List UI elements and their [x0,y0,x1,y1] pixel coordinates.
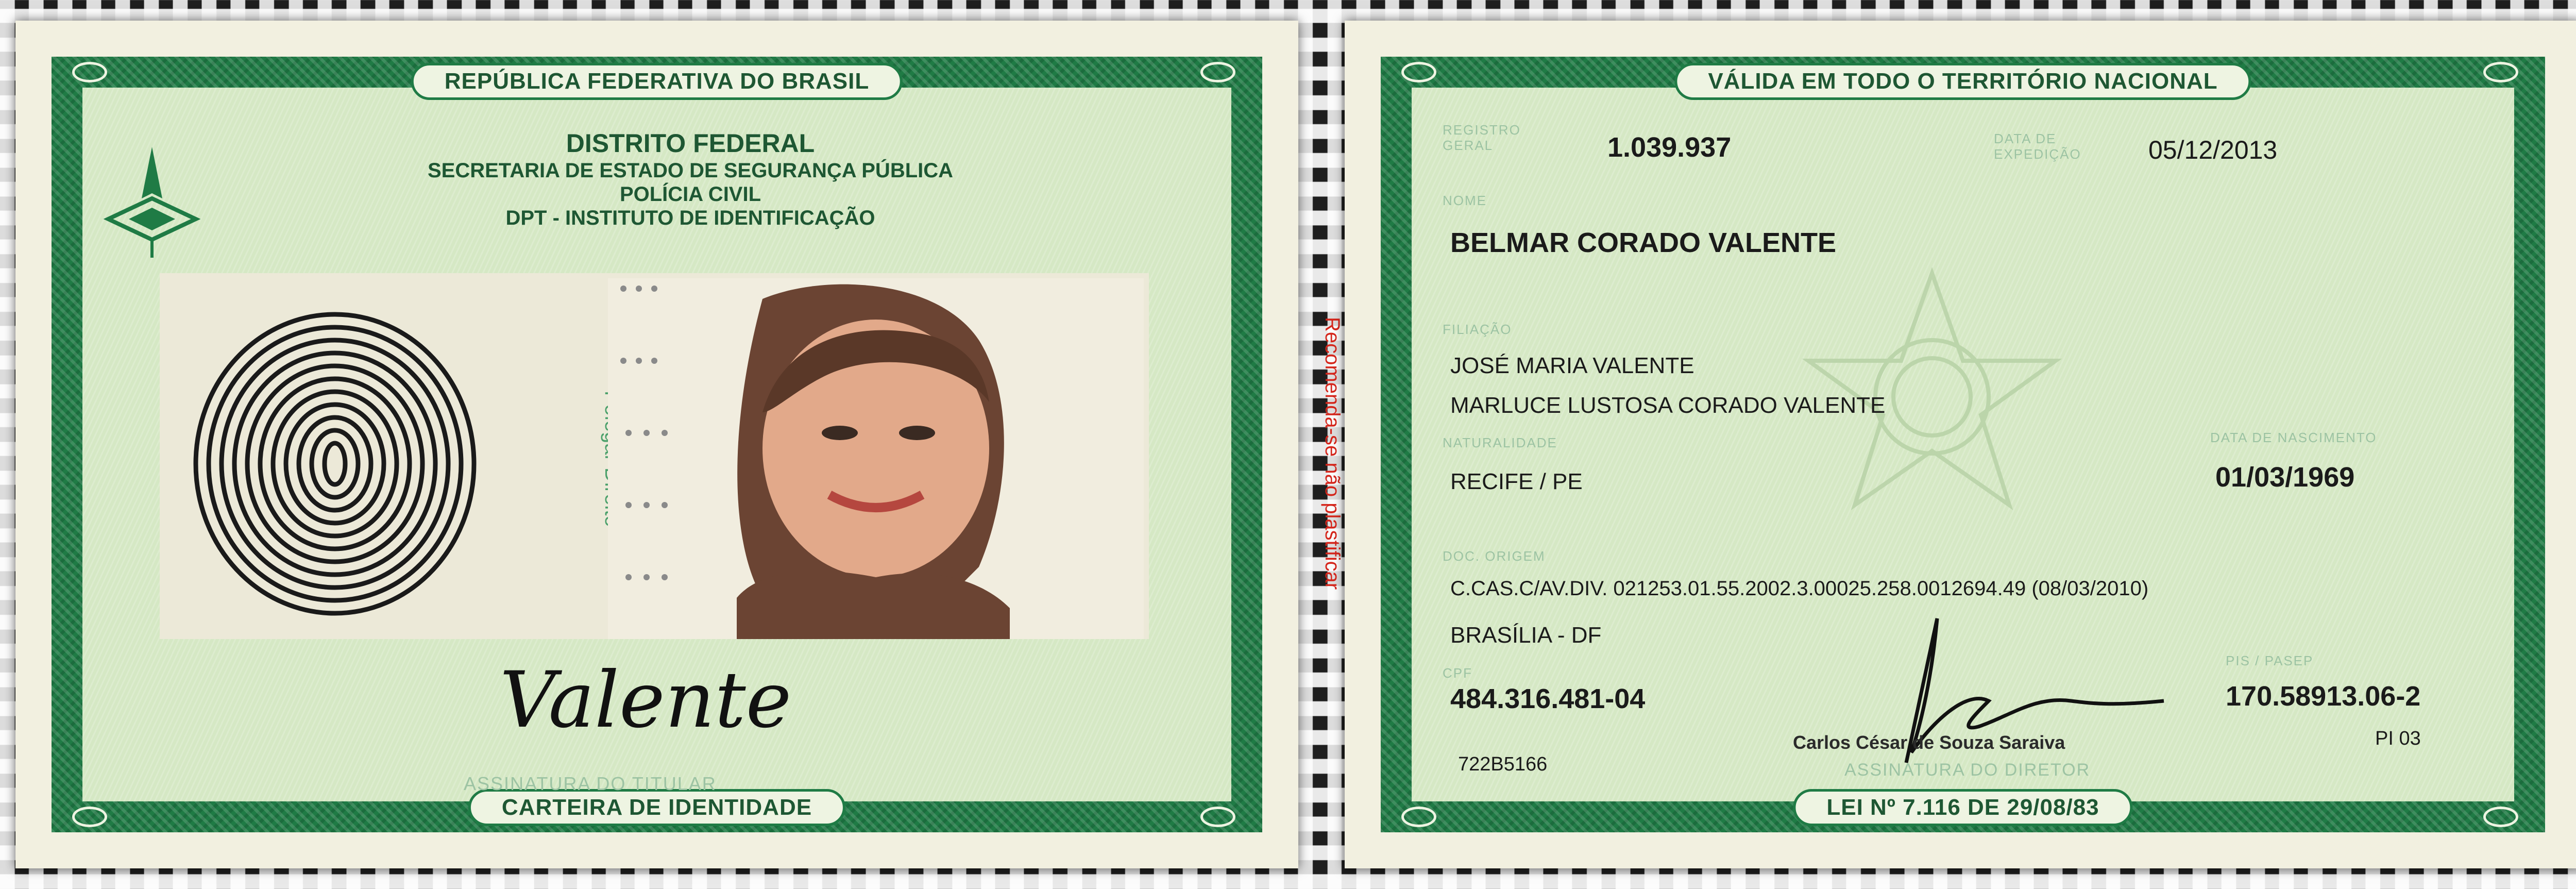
expedicao-value: 05/12/2013 [2148,136,2278,164]
front-bottom-banner: CARTEIRA DE IDENTIDADE [468,789,845,826]
cpf-value: 484.316.481-04 [1450,683,1646,714]
naturalidade-value: RECIFE / PE [1450,469,1583,494]
cpf-label: CPF [1443,665,1472,681]
back-bottom-banner: LEI Nº 7.116 DE 29/08/83 [1793,789,2132,826]
nascimento-value: 01/03/1969 [2215,462,2355,493]
pi-code: PI 03 [2375,728,2421,749]
nascimento-label: DATA DE NASCIMENTO [2210,430,2377,445]
frame-oval [2483,807,2518,827]
director-name: Carlos César de Souza Saraiva [1793,732,2065,753]
expedicao-label: DATA DE EXPEDIÇÃO [1994,131,2081,162]
frame-oval [72,807,107,827]
holder-signature-caption: ASSINATURA DO TITULAR [464,773,717,794]
frame-oval [1200,62,1235,82]
registro-label: REGISTRO GERAL [1443,122,1521,153]
issuer-line-1: DISTRITO FEDERAL [566,129,815,158]
back-top-banner: VÁLIDA EM TODO O TERRITÓRIO NACIONAL [1674,63,2251,100]
lamination-warning: Recomenda-se não plastificar [1321,317,1344,590]
doc-origem-city: BRASÍLIA - DF [1450,623,1602,648]
issuer-line-3: POLÍCIA CIVIL [619,182,761,206]
holder-signature [495,639,814,758]
frame-oval [2483,62,2518,82]
fingerprint-image [175,299,495,624]
nome-value: BELMAR CORADO VALENTE [1450,227,1836,258]
pis-value: 170.58913.06-2 [2226,681,2421,712]
frame-oval [72,62,107,82]
naturalidade-label: NATURALIDADE [1443,435,1557,450]
issuer-line-2: SECRETARIA DE ESTADO DE SEGURANÇA PÚBLICA [427,159,954,182]
issuer-header [330,129,1051,230]
doc-origem-value: C.CAS.C/AV.DIV. 021253.01.55.2002.3.00025.258.0012694.49 (08/03/2010) [1450,577,2149,600]
front-top-banner: REPÚBLICA FEDERATIVA DO BRASIL [411,63,903,100]
holder-signature-text: Valente [500,656,792,745]
registro-value: 1.039.937 [1607,132,1732,163]
holder-photo [608,278,1144,639]
nome-label: NOME [1443,193,1487,208]
pis-label: PIS / PASEP [2226,653,2314,668]
director-signature-caption: ASSINATURA DO DIRETOR [1844,760,2091,780]
doc-origem-label: DOC. ORIGEM [1443,548,1546,564]
filiacao-father: JOSÉ MARIA VALENTE [1450,353,1694,378]
frame-oval [1401,807,1436,827]
filiacao-mother: MARLUCE LUSTOSA CORADO VALENTE [1450,393,1886,418]
issuer-line-4: DPT - INSTITUTO DE IDENTIFICAÇÃO [505,206,875,229]
frame-oval [1401,62,1436,82]
serial-number: 722B5166 [1458,753,1548,775]
brasilia-logo-icon [98,142,206,260]
filiacao-label: FILIAÇÃO [1443,322,1512,337]
frame-oval [1200,807,1235,827]
